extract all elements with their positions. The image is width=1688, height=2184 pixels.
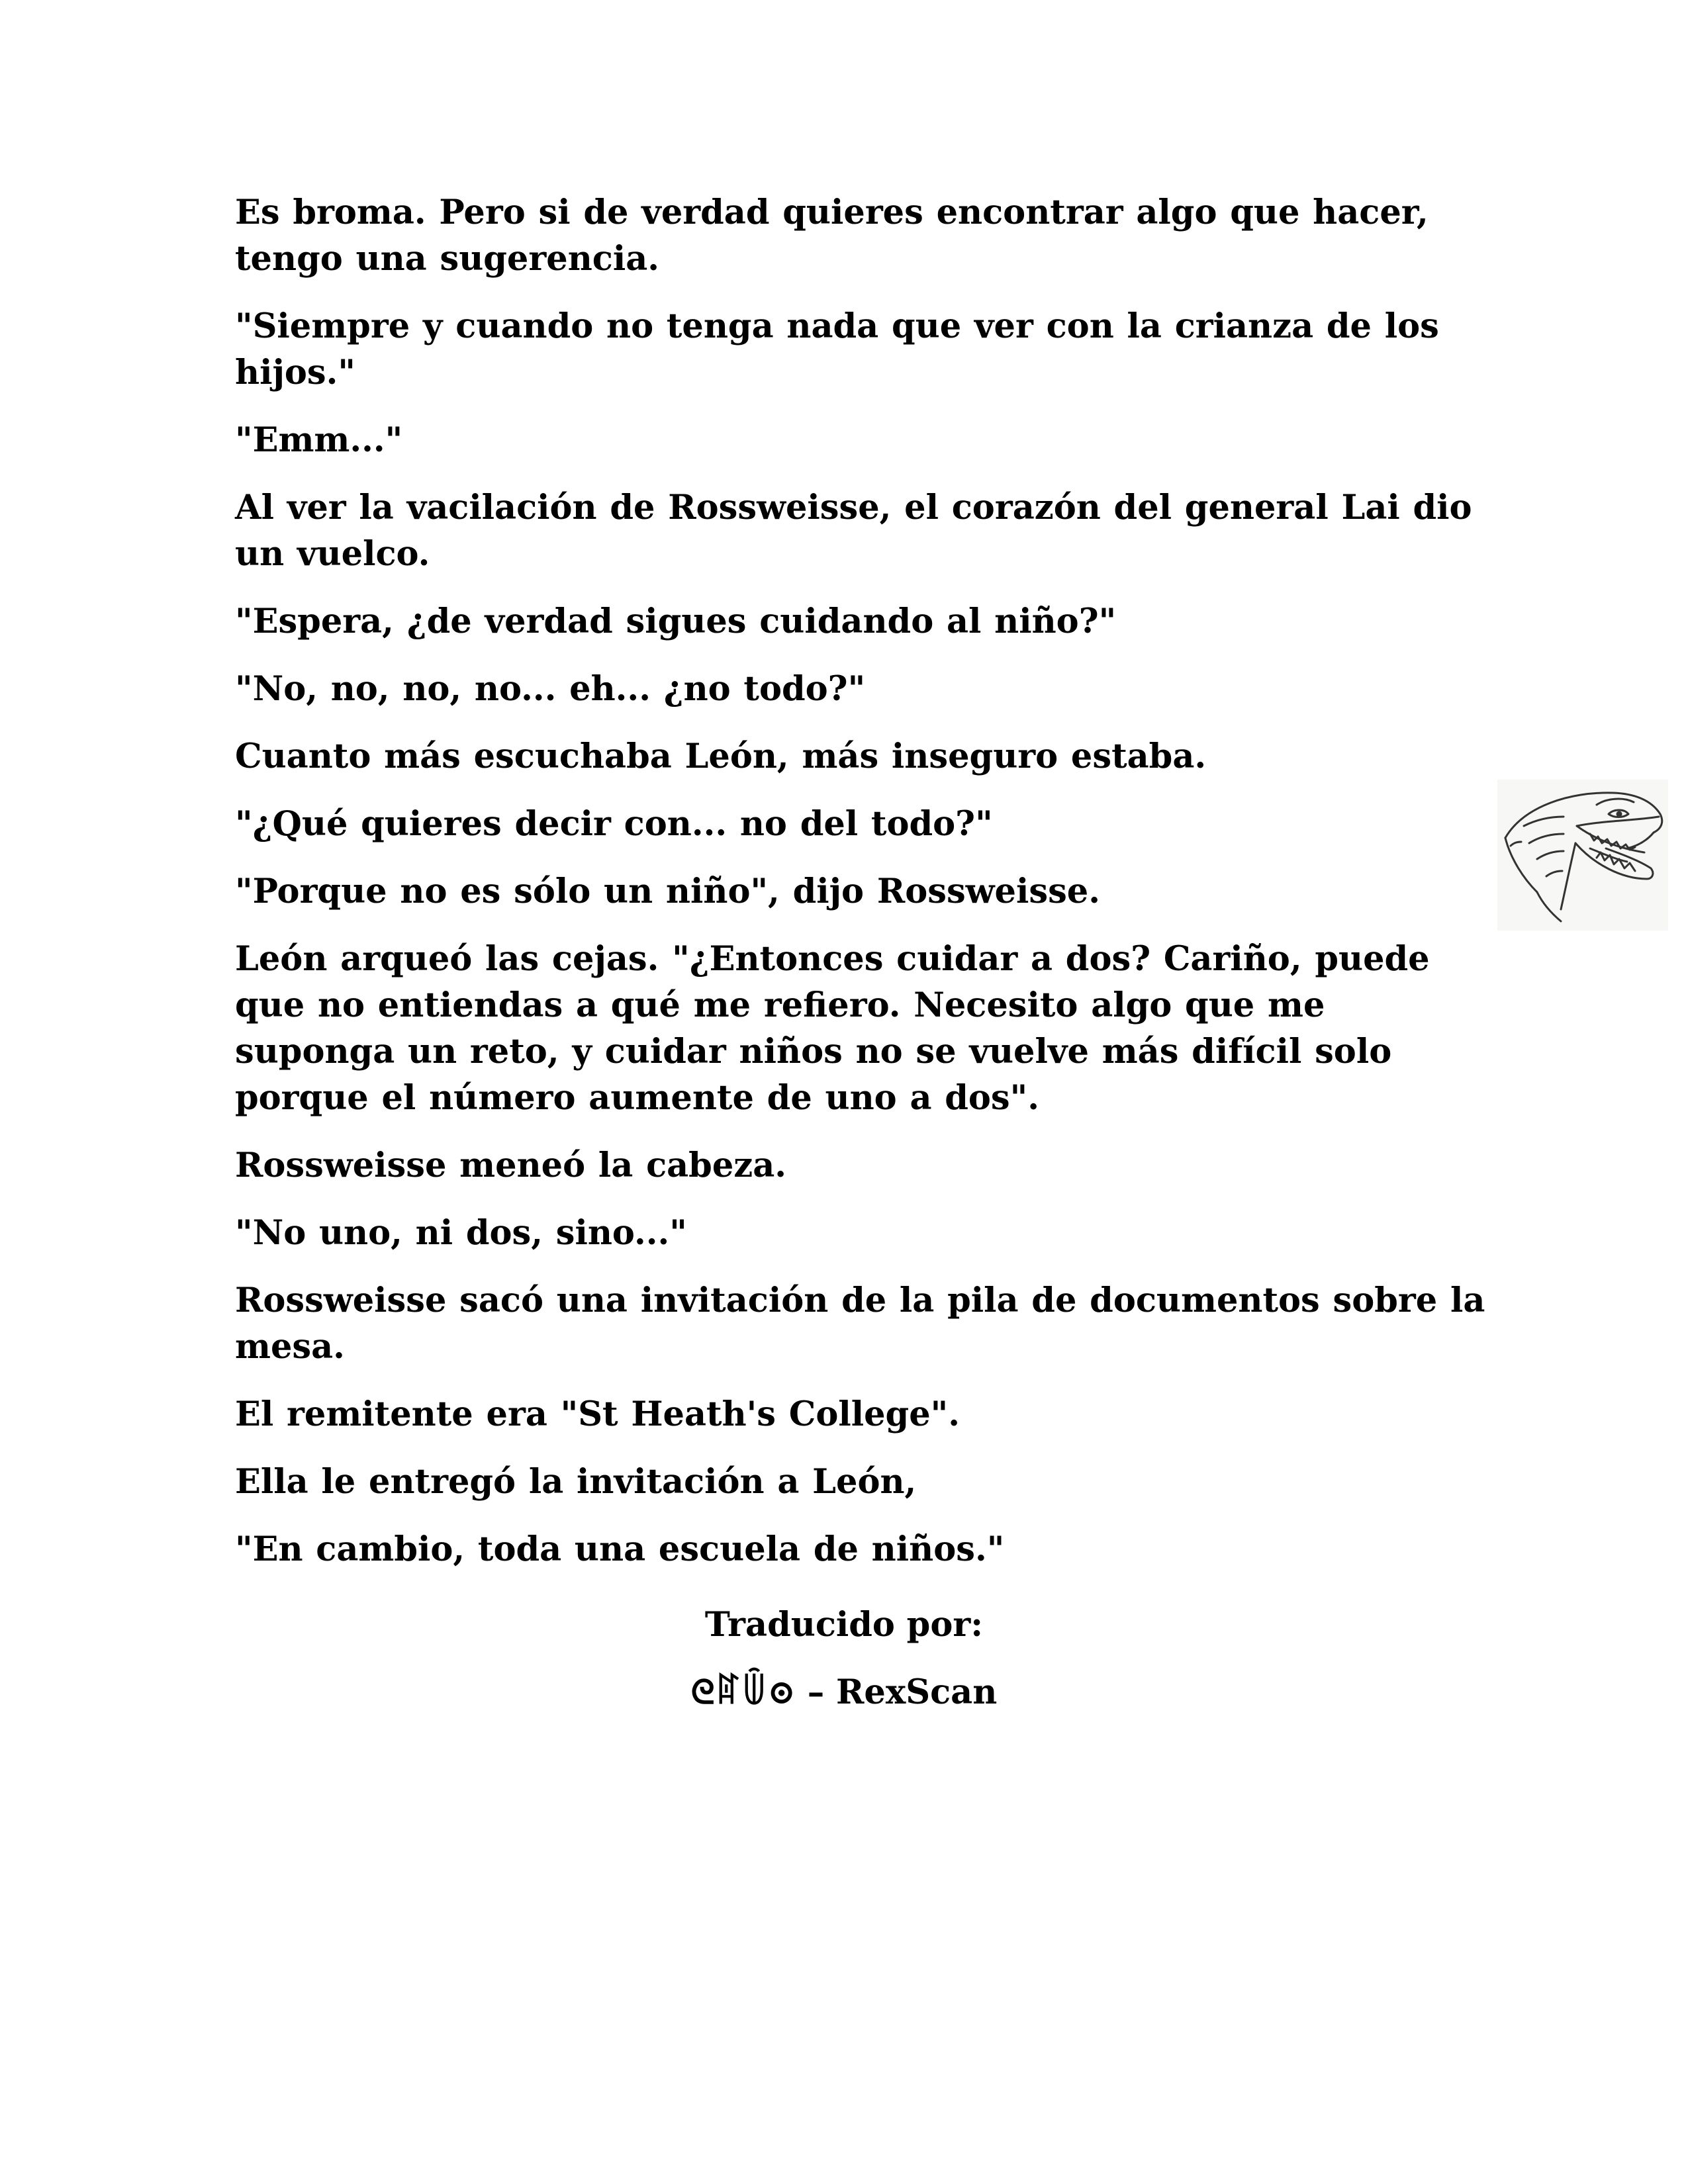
credits-translator: ᘓꍏꅏ⊙ – RexScan — [690, 1672, 998, 1712]
paragraph: Cuanto más escuchaba León, más inseguro estaba. — [235, 737, 1207, 776]
paragraph: Rossweisse sacó una invitación de la pila de documentos sobre la mesa. — [235, 1281, 1485, 1367]
credits-label: Traducido por: — [704, 1605, 984, 1645]
paragraph: "No, no, no, no... eh... ¿no todo?" — [235, 669, 866, 709]
paragraph: "En cambio, toda una escuela de niños." — [235, 1529, 1005, 1569]
paragraph: Rossweisse meneó la cabeza. — [235, 1146, 787, 1185]
paragraph: "Siempre y cuando no tenga nada que ver con la crianza de los hijos." — [235, 306, 1439, 392]
story-text — [235, 189, 1493, 1594]
paragraph: "No uno, ni dos, sino..." — [235, 1213, 687, 1253]
paragraph: "Porque no es sólo un niño", dijo Rossweisse. — [235, 872, 1101, 911]
dinosaur-head-sketch-icon — [1497, 780, 1668, 931]
paragraph: Es broma. Pero si de verdad quieres encontrar algo que hacer, tengo una sugerencia. — [235, 193, 1429, 279]
translation-credits — [0, 1602, 1688, 1737]
paragraph: "Espera, ¿de verdad sigues cuidando al niño?" — [235, 602, 1117, 641]
paragraph: "Emm..." — [235, 420, 403, 460]
paragraph: Ella le entregó la invitación a León, — [235, 1462, 917, 1502]
paragraph: El remitente era "St Heath's College". — [235, 1394, 960, 1434]
paragraph: Al ver la vacilación de Rossweisse, el corazón del general Lai dio un vuelco. — [235, 488, 1472, 574]
paragraph: León arqueó las cejas. "¿Entonces cuidar a dos? Cariño, puede que no entiendas a qué me refiero. Necesito algo que me suponga un reto, y cuidar niños no se vuelve más difícil solo porque el número aumente de uno a dos". — [235, 939, 1430, 1118]
paragraph: "¿Qué quieres decir con... no del todo?" — [235, 804, 993, 844]
